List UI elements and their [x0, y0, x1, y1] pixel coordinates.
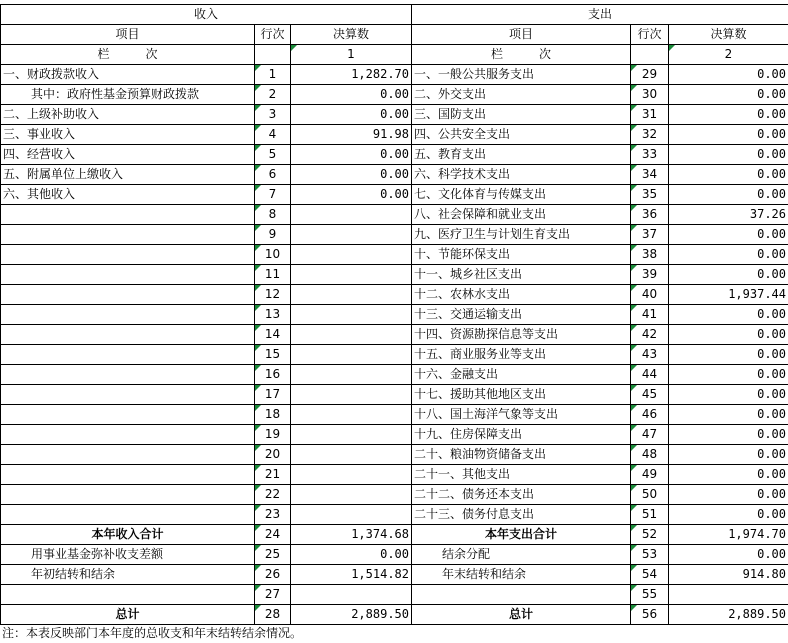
income-amount-cell	[291, 465, 412, 485]
income-item-cell	[1, 445, 255, 465]
income-amount-cell: 1,374.68	[291, 525, 412, 545]
income-amount-cell: 1,282.70	[291, 65, 412, 85]
income-header: 收入	[1, 5, 412, 25]
expense-row-number: 44	[631, 365, 669, 385]
expense-item-cell	[412, 585, 631, 605]
expense-item-cell: 十七、援助其他地区支出	[412, 385, 631, 405]
income-item-cell	[1, 305, 255, 325]
income-amount-header: 决算数	[291, 25, 412, 45]
expense-amount-cell: 0.00	[669, 385, 788, 405]
income-item-cell: 年初结转和结余	[1, 565, 255, 585]
table-row	[1, 605, 788, 625]
expense-item-cell: 十、节能环保支出	[412, 245, 631, 265]
expense-row-number: 29	[631, 65, 669, 85]
expense-amount-cell: 0.00	[669, 325, 788, 345]
income-item-cell: 其中：政府性基金预算财政拨款	[1, 85, 255, 105]
table-row	[1, 505, 788, 525]
expense-amount-cell	[669, 585, 788, 605]
table-row	[1, 305, 788, 325]
income-item-cell: 四、经营收入	[1, 145, 255, 165]
header-row-lan	[1, 45, 788, 65]
expense-lan-label: 栏 次	[412, 45, 631, 65]
income-item-cell: 二、上级补助收入	[1, 105, 255, 125]
table-row	[1, 425, 788, 445]
expense-amount-cell: 0.00	[669, 265, 788, 285]
table-row	[1, 225, 788, 245]
income-item-cell	[1, 505, 255, 525]
table-row	[1, 325, 788, 345]
expense-item-cell: 十六、金融支出	[412, 365, 631, 385]
expense-row-number: 48	[631, 445, 669, 465]
income-amount-cell	[291, 245, 412, 265]
table-row	[1, 345, 788, 365]
table-row	[1, 125, 788, 145]
table-row	[1, 185, 788, 205]
income-amount-cell	[291, 305, 412, 325]
expense-row-number: 30	[631, 85, 669, 105]
expense-row-number: 42	[631, 325, 669, 345]
income-amount-cell	[291, 505, 412, 525]
expense-item-cell: 三、国防支出	[412, 105, 631, 125]
expense-row-number: 41	[631, 305, 669, 325]
footnote: 注：本表反映部门本年度的总收支和年末结转结余情况。	[2, 626, 303, 640]
table-row	[1, 565, 788, 585]
income-item-cell: 一、财政拨款收入	[1, 65, 255, 85]
expense-row-number: 56	[631, 605, 669, 625]
income-row-number: 15	[255, 345, 291, 365]
income-lan-empty	[255, 45, 291, 65]
table-row	[1, 165, 788, 185]
expense-row-number: 39	[631, 265, 669, 285]
income-col-number: 1	[291, 45, 412, 65]
expense-amount-cell: 0.00	[669, 245, 788, 265]
income-item-cell	[1, 365, 255, 385]
table-row	[1, 145, 788, 165]
expense-row-number: 52	[631, 525, 669, 545]
expense-item-cell: 十八、国土海洋气象等支出	[412, 405, 631, 425]
income-item-cell	[1, 285, 255, 305]
table-row	[1, 585, 788, 605]
expense-item-cell: 四、公共安全支出	[412, 125, 631, 145]
expense-row-number: 34	[631, 165, 669, 185]
income-row-number: 17	[255, 385, 291, 405]
income-item-cell	[1, 325, 255, 345]
income-amount-cell	[291, 365, 412, 385]
expense-item-cell: 二、外交支出	[412, 85, 631, 105]
income-item-cell	[1, 465, 255, 485]
income-amount-cell: 0.00	[291, 105, 412, 125]
income-row-number: 9	[255, 225, 291, 245]
table-row	[1, 85, 788, 105]
income-row-number: 14	[255, 325, 291, 345]
expense-amount-cell: 0.00	[669, 225, 788, 245]
income-lan-label: 栏 次	[1, 45, 255, 65]
income-row-number: 7	[255, 185, 291, 205]
income-amount-cell	[291, 285, 412, 305]
income-item-cell	[1, 405, 255, 425]
income-amount-cell	[291, 225, 412, 245]
income-row-number: 21	[255, 465, 291, 485]
income-row-number: 12	[255, 285, 291, 305]
expense-row-number: 47	[631, 425, 669, 445]
expense-row-number: 55	[631, 585, 669, 605]
expense-row-number: 40	[631, 285, 669, 305]
income-amount-cell: 0.00	[291, 185, 412, 205]
income-row-number: 24	[255, 525, 291, 545]
expense-amount-cell: 0.00	[669, 545, 788, 565]
expense-amount-cell: 0.00	[669, 165, 788, 185]
income-row-number: 26	[255, 565, 291, 585]
income-row-number: 5	[255, 145, 291, 165]
expense-amount-cell: 1,937.44	[669, 285, 788, 305]
expense-row-number: 50	[631, 485, 669, 505]
expense-row-number: 54	[631, 565, 669, 585]
income-row-number: 3	[255, 105, 291, 125]
expense-item-cell: 六、科学技术支出	[412, 165, 631, 185]
income-amount-cell	[291, 325, 412, 345]
expense-item-cell: 五、教育支出	[412, 145, 631, 165]
expense-amount-cell: 0.00	[669, 425, 788, 445]
income-item-cell	[1, 345, 255, 365]
income-item-cell	[1, 425, 255, 445]
table-row	[1, 545, 788, 565]
expense-item-cell: 九、医疗卫生与计划生育支出	[412, 225, 631, 245]
income-row-number: 28	[255, 605, 291, 625]
expense-row-number: 53	[631, 545, 669, 565]
table-row	[1, 105, 788, 125]
header-row-section	[1, 5, 788, 25]
expense-lan-empty	[631, 45, 669, 65]
income-row-number: 1	[255, 65, 291, 85]
expense-item-cell: 一、一般公共服务支出	[412, 65, 631, 85]
income-row-number: 10	[255, 245, 291, 265]
income-amount-cell	[291, 205, 412, 225]
expense-amount-cell: 0.00	[669, 85, 788, 105]
expense-row-number: 32	[631, 125, 669, 145]
expense-item-cell: 二十三、债务付息支出	[412, 505, 631, 525]
expense-item-cell: 七、文化体育与传媒支出	[412, 185, 631, 205]
expense-amount-cell: 0.00	[669, 65, 788, 85]
income-amount-cell: 91.98	[291, 125, 412, 145]
expense-amount-cell: 0.00	[669, 405, 788, 425]
table-row	[1, 265, 788, 285]
expense-item-cell: 十九、住房保障支出	[412, 425, 631, 445]
income-row-header: 行次	[255, 25, 291, 45]
income-row-number: 18	[255, 405, 291, 425]
expense-item-header: 项目	[412, 25, 631, 45]
expense-row-number: 33	[631, 145, 669, 165]
expense-row-number: 35	[631, 185, 669, 205]
table-row	[1, 405, 788, 425]
expense-item-cell: 十一、城乡社区支出	[412, 265, 631, 285]
expense-row-number: 37	[631, 225, 669, 245]
income-row-number: 16	[255, 365, 291, 385]
expense-amount-header: 决算数	[669, 25, 788, 45]
income-amount-cell: 1,514.82	[291, 565, 412, 585]
table-row	[1, 205, 788, 225]
expense-row-number: 49	[631, 465, 669, 485]
table-row	[1, 285, 788, 305]
expense-amount-cell: 0.00	[669, 505, 788, 525]
expense-amount-cell: 0.00	[669, 105, 788, 125]
table-row	[1, 465, 788, 485]
expense-item-cell: 十三、交通运输支出	[412, 305, 631, 325]
expense-header: 支出	[412, 5, 788, 25]
income-item-cell	[1, 585, 255, 605]
income-row-number: 13	[255, 305, 291, 325]
income-amount-cell: 0.00	[291, 545, 412, 565]
expense-amount-cell: 0.00	[669, 185, 788, 205]
expense-amount-cell: 37.26	[669, 205, 788, 225]
table-row	[1, 485, 788, 505]
expense-row-header: 行次	[631, 25, 669, 45]
expense-row-number: 46	[631, 405, 669, 425]
income-item-cell	[1, 205, 255, 225]
income-amount-cell: 0.00	[291, 85, 412, 105]
income-item-cell	[1, 245, 255, 265]
expense-amount-cell: 0.00	[669, 345, 788, 365]
expense-row-number: 51	[631, 505, 669, 525]
expense-amount-cell: 0.00	[669, 305, 788, 325]
income-item-cell: 本年收入合计	[1, 525, 255, 545]
income-amount-cell	[291, 265, 412, 285]
income-amount-cell	[291, 385, 412, 405]
income-row-number: 22	[255, 485, 291, 505]
income-amount-cell	[291, 485, 412, 505]
expense-amount-cell: 0.00	[669, 465, 788, 485]
expense-item-cell: 十五、商业服务业等支出	[412, 345, 631, 365]
expense-col-number: 2	[669, 45, 788, 65]
income-row-number: 6	[255, 165, 291, 185]
income-amount-cell	[291, 445, 412, 465]
expense-amount-cell: 914.80	[669, 565, 788, 585]
income-amount-cell: 2,889.50	[291, 605, 412, 625]
table-row	[1, 525, 788, 545]
expense-row-number: 31	[631, 105, 669, 125]
income-row-number: 8	[255, 205, 291, 225]
expense-item-cell: 十二、农林水支出	[412, 285, 631, 305]
expense-amount-cell: 0.00	[669, 145, 788, 165]
expense-item-cell: 二十、粮油物资储备支出	[412, 445, 631, 465]
table-row	[1, 245, 788, 265]
expense-item-cell: 二十二、债务还本支出	[412, 485, 631, 505]
expense-row-number: 36	[631, 205, 669, 225]
table-row	[1, 365, 788, 385]
income-row-number: 11	[255, 265, 291, 285]
income-amount-cell	[291, 345, 412, 365]
income-row-number: 20	[255, 445, 291, 465]
income-amount-cell	[291, 585, 412, 605]
expense-row-number: 45	[631, 385, 669, 405]
income-row-number: 4	[255, 125, 291, 145]
income-item-cell	[1, 485, 255, 505]
expense-item-cell: 本年支出合计	[412, 525, 631, 545]
budget-table	[0, 4, 788, 625]
expense-item-cell: 结余分配	[412, 545, 631, 565]
table-row	[1, 445, 788, 465]
income-amount-cell	[291, 405, 412, 425]
expense-amount-cell: 0.00	[669, 365, 788, 385]
expense-amount-cell: 1,974.70	[669, 525, 788, 545]
income-row-number: 2	[255, 85, 291, 105]
income-item-cell	[1, 265, 255, 285]
income-item-header: 项目	[1, 25, 255, 45]
income-row-number: 19	[255, 425, 291, 445]
expense-amount-cell: 0.00	[669, 485, 788, 505]
expense-item-cell: 总计	[412, 605, 631, 625]
expense-amount-cell: 0.00	[669, 125, 788, 145]
income-item-cell: 三、事业收入	[1, 125, 255, 145]
expense-item-cell: 年末结转和结余	[412, 565, 631, 585]
income-item-cell: 六、其他收入	[1, 185, 255, 205]
table-row	[1, 65, 788, 85]
income-row-number: 23	[255, 505, 291, 525]
expense-amount-cell: 2,889.50	[669, 605, 788, 625]
income-item-cell: 总计	[1, 605, 255, 625]
header-row-columns	[1, 25, 788, 45]
income-item-cell: 用事业基金弥补收支差额	[1, 545, 255, 565]
income-row-number: 27	[255, 585, 291, 605]
expense-row-number: 43	[631, 345, 669, 365]
expense-item-cell: 二十一、其他支出	[412, 465, 631, 485]
table-row	[1, 385, 788, 405]
income-item-cell	[1, 225, 255, 245]
expense-row-number: 38	[631, 245, 669, 265]
income-amount-cell: 0.00	[291, 145, 412, 165]
income-row-number: 25	[255, 545, 291, 565]
income-item-cell	[1, 385, 255, 405]
expense-item-cell: 八、社会保障和就业支出	[412, 205, 631, 225]
income-item-cell: 五、附属单位上缴收入	[1, 165, 255, 185]
income-amount-cell: 0.00	[291, 165, 412, 185]
expense-amount-cell: 0.00	[669, 445, 788, 465]
expense-item-cell: 十四、资源勘探信息等支出	[412, 325, 631, 345]
income-amount-cell	[291, 425, 412, 445]
